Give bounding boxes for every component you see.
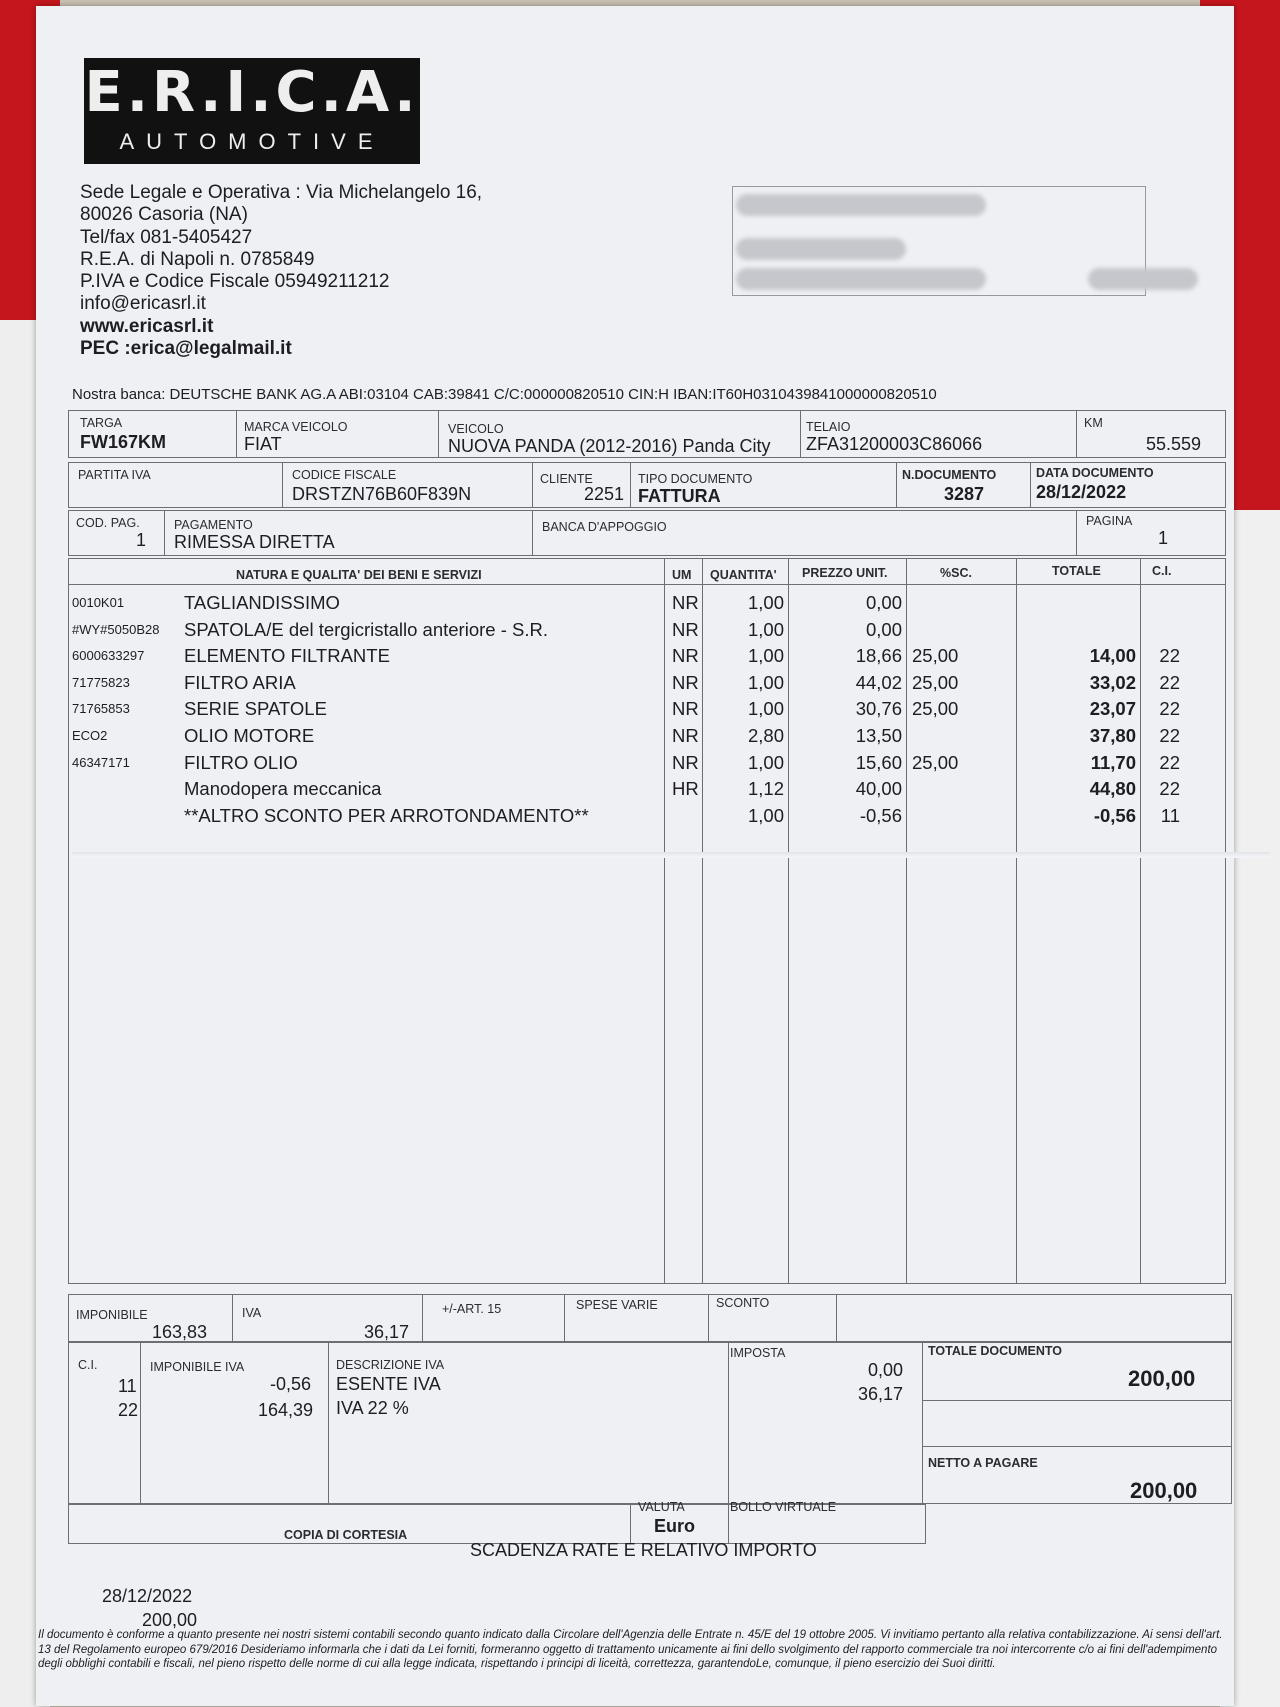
divider [836, 1294, 837, 1342]
cell-price: 0,00 [865, 618, 902, 640]
ci-2: 22 [118, 1400, 139, 1420]
cell-desc: Manodopera meccanica [184, 778, 382, 800]
pagina-value: 1 [1158, 528, 1169, 548]
desciva-2: IVA 22 % [336, 1398, 409, 1418]
cell-qty: 1,00 [747, 804, 784, 826]
telaio-label: TELAIO [806, 420, 851, 434]
imponibile-value: 163,83 [152, 1322, 208, 1342]
cell-code: 71765853 [72, 701, 130, 717]
header-ci: C.I. [1152, 564, 1172, 578]
divider [140, 1342, 141, 1504]
cell-code: 71775823 [72, 674, 130, 690]
sconto-label: SCONTO [716, 1296, 770, 1310]
divider [922, 1400, 1232, 1401]
cell-price: 0,00 [865, 592, 902, 613]
totdoc-label: TOTALE DOCUMENTO [928, 1344, 1063, 1358]
cell-qty: 1,12 [747, 778, 784, 800]
cell-desc: **ALTRO SCONTO PER ARROTONDAMENTO** [184, 804, 589, 826]
cell-ci: 22 [1159, 698, 1180, 720]
company-address: Sede Legale e Operativa : Via Michelangelo 16, [80, 182, 483, 203]
header-sconto: %SC. [940, 566, 972, 580]
copia-cortesia: COPIA DI CORTESIA [284, 1528, 408, 1542]
company-website: www.ericasrl.it [80, 315, 214, 337]
logo-sub: AUTOMOTIVE [119, 129, 385, 154]
redaction [736, 194, 986, 216]
marca-label: MARCA VEICOLO [244, 420, 348, 434]
header-totale: TOTALE [1052, 564, 1101, 578]
cell-um: NR [672, 751, 699, 773]
cell-qty: 1,00 [747, 698, 784, 720]
company-phone: Tel/fax 081-5405427 [80, 226, 253, 248]
cell-qty: 1,00 [747, 645, 784, 667]
cell-qty: 1,00 [747, 618, 784, 640]
cell-price: -0,56 [859, 804, 902, 826]
divider [1076, 510, 1077, 556]
redaction [736, 238, 906, 260]
cell-ci: 22 [1159, 751, 1180, 773]
cell-sc: 25,00 [912, 751, 959, 773]
rata-importo: 200,00 [142, 1610, 198, 1630]
ndoc-label: N.DOCUMENTO [902, 468, 997, 482]
divider [664, 558, 665, 1284]
table-header-divider [68, 584, 1226, 585]
divider [1076, 410, 1077, 458]
netto-label: NETTO A PAGARE [928, 1456, 1038, 1470]
divider [232, 1294, 233, 1342]
cell-desc: SERIE SPATOLE [184, 698, 327, 720]
valuta-label: VALUTA [638, 1500, 685, 1514]
cell-price: 44,02 [855, 671, 902, 693]
divider [922, 1342, 923, 1504]
cell-price: 30,76 [855, 698, 902, 720]
art15-label: +/-ART. 15 [442, 1302, 502, 1316]
divider [788, 558, 789, 1284]
marca-value: FIAT [244, 434, 282, 454]
company-vat: P.IVA e Codice Fiscale 05949211212 [80, 271, 390, 293]
divider [282, 462, 283, 508]
divider [422, 1294, 423, 1342]
divider [532, 510, 533, 556]
bank-details: Nostra banca: DEUTSCHE BANK AG.A ABI:03104 CAB:39841 C/C:000000820510 CIN:H IBAN:IT60H0310439841000000820510 [72, 386, 937, 403]
cell-desc: FILTRO ARIA [184, 671, 296, 693]
imposta-label: IMPOSTA [730, 1346, 786, 1360]
pagina-label: PAGINA [1086, 514, 1133, 528]
cell-total: -0,56 [1093, 804, 1136, 826]
desciva-label: DESCRIZIONE IVA [336, 1358, 445, 1372]
cell-ci: 22 [1159, 778, 1180, 800]
tipo-doc-label: TIPO DOCUMENTO [638, 472, 753, 486]
cell-ci: 11 [1160, 804, 1180, 826]
privacy-footer: Il documento è conforme a quanto presente nei nostri sistemi contabili secondo quanto indicato dalla Circolare dell'Agenzia delle Entrate n. 45/E del 19 ottobre 2005. Vi invitiamo pertanto alla relativa contabilizzazione. Ai sensi dell'art. 13 del Regolamento europeo 679/2016 Desideriamo informarla che i dati da Lei forniti, formeranno oggetto di trattamento unicamente ai fini dello svolgimento del rapporto commerciale tra noi intercorrente c/o ai fini dell'adempimento degli obblighi contabili e fiscali, nel pieno rispetto delle norme di cui alla legge indicata, rispettando i principi di liceità, correttezza, garantendoLe, comunque, il pieno esercizio dei Suoi diritti. [38, 1629, 1223, 1670]
invoice-sheet [36, 6, 1234, 1706]
redaction [736, 268, 986, 290]
cell-sc: 25,00 [912, 645, 959, 667]
divider [328, 1342, 329, 1504]
pagamento-label: PAGAMENTO [174, 518, 253, 532]
veicolo-label: VEICOLO [448, 422, 504, 436]
cell-um: NR [672, 592, 699, 613]
desciva-1: ESENTE IVA [336, 1374, 441, 1394]
cell-desc: TAGLIANDISSIMO [184, 592, 340, 613]
imponibile-label: IMPONIBILE [76, 1308, 148, 1322]
cell-qty: 1,00 [747, 671, 784, 693]
cf-label: CODICE FISCALE [292, 468, 397, 482]
divider [1016, 558, 1017, 1284]
cell-code: 0010K01 [72, 595, 125, 610]
paper-fold [72, 852, 1270, 858]
divider [164, 510, 165, 556]
cell-total: 11,70 [1090, 751, 1136, 773]
cell-um: HR [672, 778, 699, 800]
cell-qty: 1,00 [747, 751, 784, 773]
cf-value: DRSTZN76B60F839N [292, 484, 472, 504]
divider [630, 462, 631, 508]
telaio-value: ZFA31200003C86066 [806, 434, 983, 454]
targa-value: FW167KM [80, 432, 167, 452]
cell-desc: SPATOLA/E del tergicristallo anteriore - S.R. [184, 618, 548, 640]
divider [896, 462, 897, 508]
cell-ci: 22 [1159, 725, 1180, 746]
cell-um: NR [672, 618, 699, 640]
imposta-2: 36,17 [858, 1384, 904, 1404]
divider [906, 558, 907, 1284]
divider [728, 1504, 729, 1544]
cell-sc: 25,00 [912, 698, 959, 720]
cell-price: 40,00 [855, 778, 902, 800]
targa-label: TARGA [80, 416, 123, 430]
divider [922, 1446, 1232, 1447]
header-descrizione: NATURA E QUALITA' DEI BENI E SERVIZI [236, 568, 482, 582]
veicolo-value: NUOVA PANDA (2012-2016) Panda City [448, 436, 771, 456]
divider [438, 410, 439, 458]
valuta-value: Euro [654, 1516, 696, 1536]
company-city: 80026 Casoria (NA) [80, 204, 248, 226]
divider [1030, 462, 1031, 508]
cell-desc: OLIO MOTORE [184, 725, 315, 746]
cell-total: 23,07 [1089, 698, 1136, 720]
ndoc-value: 3287 [944, 484, 985, 504]
divider [236, 410, 237, 458]
header-um: UM [672, 568, 692, 582]
cell-qty: 2,80 [747, 725, 784, 746]
spese-label: SPESE VARIE [576, 1298, 658, 1312]
cell-desc: FILTRO OLIO [184, 751, 298, 773]
divider [708, 1294, 709, 1342]
scadenza-label: SCADENZA RATE E RELATIVO IMPORTO [470, 1540, 817, 1560]
cell-code: #WY#5050B28 [72, 621, 160, 637]
cell-total: 14,00 [1089, 645, 1136, 667]
codpag-label: COD. PAG. [76, 516, 140, 530]
cell-price: 18,66 [855, 645, 902, 667]
km-value: 55.559 [1146, 434, 1202, 454]
imposta-1: 0,00 [868, 1360, 904, 1380]
cell-ci: 22 [1159, 645, 1180, 667]
company-pec: PEC :erica@legalmail.it [80, 338, 292, 360]
cell-total: 33,02 [1089, 671, 1136, 693]
header-quantita: QUANTITA' [710, 568, 777, 582]
iva-value: 36,17 [364, 1322, 410, 1342]
divider [532, 462, 533, 508]
codpag-value: 1 [136, 530, 147, 550]
cell-um: NR [672, 725, 699, 746]
logo-main: E.R.I.C.A. [84, 60, 420, 125]
iva-label: IVA [242, 1306, 262, 1320]
divider [800, 410, 801, 458]
pagamento-value: RIMESSA DIRETTA [174, 532, 335, 552]
company-rea: R.E.A. di Napoli n. 0785849 [80, 248, 315, 270]
redaction [1088, 268, 1198, 290]
rata-data: 28/12/2022 [102, 1586, 193, 1606]
bollo-label: BOLLO VIRTUALE [730, 1500, 837, 1514]
ci-1: 11 [118, 1376, 137, 1396]
piva-label: PARTITA IVA [78, 468, 151, 482]
divider [564, 1294, 565, 1342]
cell-code: 6000633297 [72, 648, 145, 664]
totdoc-value: 200,00 [1128, 1366, 1196, 1391]
cliente-label: CLIENTE [540, 472, 593, 486]
data-doc-value: 28/12/2022 [1036, 482, 1127, 502]
cell-total: 37,80 [1089, 725, 1136, 746]
cell-code: ECO2 [72, 728, 108, 743]
divider [1140, 558, 1141, 1284]
data-doc-label: DATA DOCUMENTO [1036, 466, 1154, 480]
company-logo [84, 58, 420, 164]
company-info [80, 182, 482, 360]
netto-value: 200,00 [1130, 1478, 1198, 1503]
cell-code: 46347171 [72, 754, 130, 770]
company-email: info@ericasrl.it [80, 293, 206, 315]
cell-um: NR [672, 671, 699, 693]
ci-label: C.I. [78, 1358, 98, 1372]
cell-desc: ELEMENTO FILTRANTE [184, 645, 390, 667]
cliente-value: 2251 [584, 484, 625, 504]
cell-ci: 22 [1159, 671, 1180, 693]
impiva-2: 164,39 [258, 1400, 314, 1420]
impiva-label: IMPONIBILE IVA [150, 1360, 245, 1374]
divider [630, 1504, 631, 1544]
cell-um: NR [672, 645, 699, 667]
cell-total: 44,80 [1089, 778, 1136, 800]
km-label: KM [1084, 416, 1103, 430]
header-prezzo: PREZZO UNIT. [802, 566, 888, 580]
tipo-doc-value: FATTURA [638, 486, 721, 506]
cell-price: 15,60 [855, 751, 902, 773]
divider [702, 558, 703, 1284]
banca-label: BANCA D'APPOGGIO [542, 520, 667, 534]
divider [728, 1342, 729, 1504]
impiva-1: -0,56 [270, 1374, 312, 1394]
cell-um: NR [672, 698, 699, 720]
cell-sc: 25,00 [912, 671, 959, 693]
cell-price: 13,50 [855, 725, 902, 746]
cell-qty: 1,00 [747, 592, 784, 613]
